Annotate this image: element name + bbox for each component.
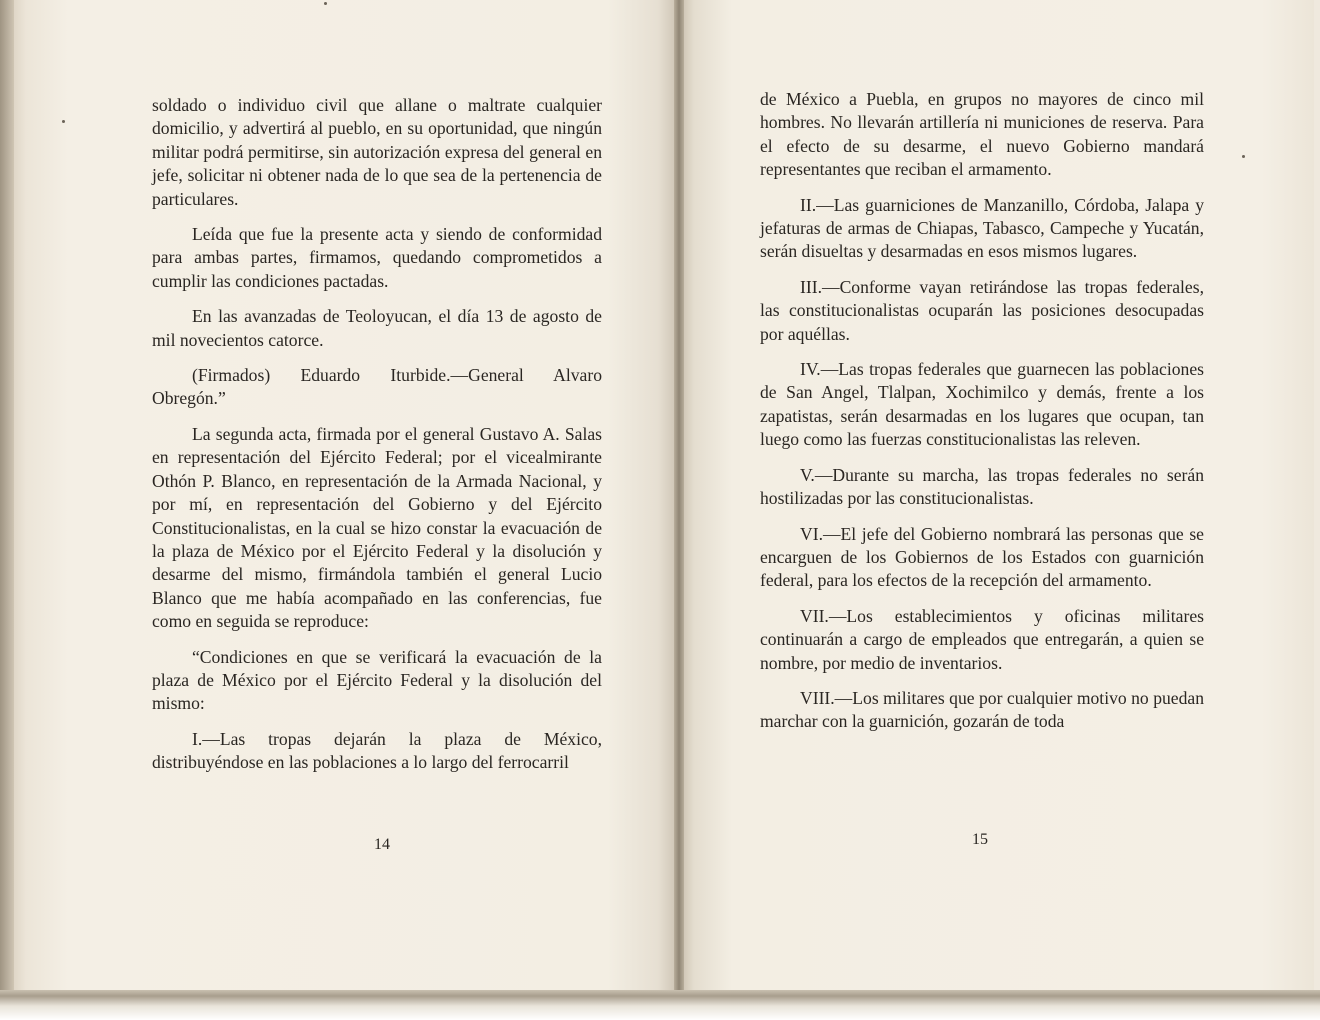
page-number-left: 14 — [374, 836, 390, 853]
paragraph: Leída que fue la presente acta y siendo de conformidad para ambas partes, firmamos, quedando comprometidos a cumplir las condiciones pactadas. — [152, 224, 602, 291]
paper-speck — [62, 120, 65, 123]
page-bottom-edge — [0, 990, 1320, 1020]
paragraph: III.—Conforme vayan retirándose las tropas federales, las constitucionalistas ocuparán las posiciones desocupadas por aquéllas. — [760, 276, 1204, 344]
paragraph: “Condiciones en que se verificará la evacuación de la plaza de México por el Ejército Federal y la disolución del mismo: — [152, 646, 602, 714]
paragraph: (Firmados) Eduardo Iturbide.—General Alvaro Obregón.” — [152, 365, 602, 409]
book-edge — [0, 0, 14, 1000]
paragraph: IV.—Las tropas federales que guarnecen las poblaciones de San Angel, Tlalpan, Xochimilco y demás, frente a los zapatistas, serán desarmadas en los lugares que ocupan, tan luego como las fuerzas constitucionalistas las releven. — [760, 359, 1204, 450]
paragraph: I.—Las tropas dejarán la plaza de México, distribuyéndose en las poblaciones a lo largo del ferrocarril — [152, 728, 602, 773]
paper-speck — [324, 2, 327, 5]
left-page-text — [152, 94, 602, 787]
paragraph: soldado o individuo civil que allane o maltrate cualquier domicilio, y advertirá al pueblo, en su oportunidad, que ningún militar podrá permitirse, sin autorización expresa del general en jefe, solicitar ni obtener nada de lo que sea de la pertenencia de particulares. — [152, 95, 602, 209]
book-gutter — [674, 0, 684, 1000]
paragraph: II.—Las guarniciones de Manzanillo, Córdoba, Jalapa y jefaturas de armas de Chiapas, Tabasco, Campeche y Yucatán, serán disueltas y desarmadas en esos mismos lugares. — [760, 194, 1204, 262]
paragraph: La segunda acta, firmada por el general Gustavo A. Salas en representación del Ejército Federal; por el vicealmirante Othón P. Blanco, en representación de la Armada Nacional, y por mí, en representación del Gobierno y del Ejército Constitucionalistas, en la cual se hizo constar la evacuación de la plaza de México por el Ejército Federal y la disolución y desarme del mismo, firmándola también el general Lucio Blanco que me había acompañado en las conferencias, fue como en seguida se reproduce: — [152, 423, 602, 632]
page-number-right: 15 — [972, 831, 988, 848]
paragraph: de México a Puebla, en grupos no mayores de cinco mil hombres. No llevarán artillería ni municiones de reserva. Para el efecto de su desarme, el nuevo Gobierno mandará representantes que reciban el armamento. — [760, 89, 1204, 180]
paragraph: VII.—Los establecimientos y oficinas militares continuarán a cargo de empleados que entregarán, a quien se nombre, por medio de inventarios. — [760, 605, 1204, 673]
paragraph: VIII.—Los militares que por cualquier motivo no puedan marchar con la guarnición, gozarán de toda — [760, 687, 1204, 732]
paragraph: VI.—El jefe del Gobierno nombrará las personas que se encarguen de los Gobiernos de los Estados con guarnición federal, para los efectos de la recepción del armamento. — [760, 523, 1204, 591]
paragraph: En las avanzadas de Teoloyucan, el día 13 de agosto de mil novecientos catorce. — [152, 306, 602, 350]
paper-speck — [1242, 155, 1245, 158]
right-page-text — [760, 88, 1204, 746]
paragraph: V.—Durante su marcha, las tropas federales no serán hostilizadas por las constitucionalistas. — [760, 464, 1204, 509]
